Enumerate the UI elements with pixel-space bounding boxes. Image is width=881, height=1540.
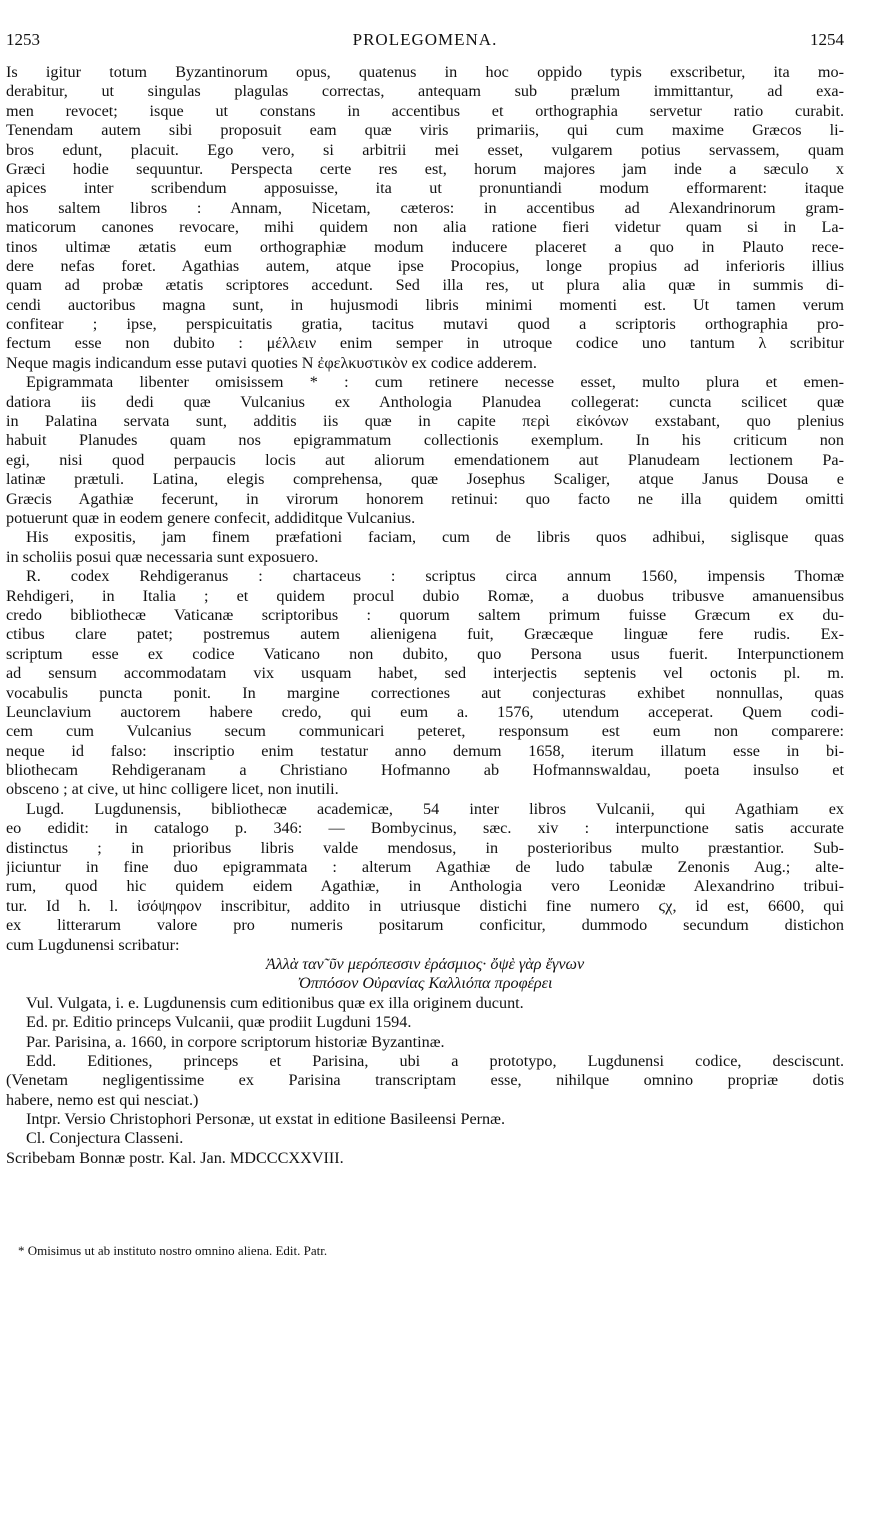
- text-line: ctibus clare patet; postremus autem alienigena fuit, Græcæque linguæ fere rudis. Ex-: [6, 625, 844, 644]
- text-line: Rehdigeri, in Italia ; et quidem procul dubio Romæ, a duobus tribusve amanuensibus: [6, 586, 844, 605]
- sigla-line: Ed. pr. Editio princeps Vulcanii, quæ prodiit Lugduni 1594.: [26, 1013, 412, 1032]
- text-line: Is igitur totum Byzantinorum opus, quatenus in hoc oppido typis exscribetur, ita mo-: [6, 63, 844, 81]
- greek-verse-line: Ὀππόσον Οὐρανίας Καλλιόπα προφέρει: [297, 974, 553, 993]
- text-line: neque id falso: inscriptio enim testatur anno demum 1658, iterum illatum esse in bi-: [6, 741, 844, 760]
- text-line: habuit Planudes quam nos epigrammatum collectionis exemplum. In his criticum non: [6, 431, 844, 450]
- body-text: [6, 63, 844, 1168]
- text-line: Græci hodie sequuntur. Perspecta certe res est, horum majores jam inde a sæculo x: [6, 159, 844, 178]
- running-title: PROLEGOMENA.: [352, 30, 498, 49]
- sigla-line: Edd. Editiones, princeps et Parisina, ubi a prototypo, Lugdunensi codice, desciscunt.: [26, 1051, 844, 1070]
- page-number-left: 1253: [6, 30, 40, 49]
- text-line: derabitur, ut singulas plagulas correctas, antequam sub prælum immittantur, ad exa-: [6, 82, 844, 101]
- text-line: distinctus ; in prioribus libris valde mendosus, in posterioribus multo præstantior. Sub-: [6, 838, 844, 857]
- sigla-line: Par. Parisina, a. 1660, in corpore scriptorum historiæ Byzantinæ.: [26, 1032, 445, 1051]
- sigla-line: Intpr. Versio Christophori Personæ, ut exstat in editione Basileensi Pernæ.: [26, 1110, 505, 1129]
- text-line: R. codex Rehdigeranus : chartaceus : scriptus circa annum 1560, impensis Thomæ: [26, 567, 844, 586]
- sigla-line: Cl. Conjectura Classeni.: [26, 1129, 184, 1148]
- sigla-line: (Venetam negligentissime ex Parisina transcriptam esse, nihilque omnino propriæ dotis: [6, 1071, 844, 1090]
- text-line: bliothecam Rehdigeranam a Christiano Hofmanno ab Hofmannswaldau, poeta insulso et: [6, 761, 844, 780]
- text-line: cem cum Vulcanius secum communicari peteret, responsum est eum non comparere:: [6, 722, 844, 741]
- text-line: datiora iis dedi quæ Vulcanius ex Anthologia Planudea collegerat: cuncta scilicet quæ: [6, 392, 844, 411]
- text-line: eo edidit: in catalogo p. 346: — Bombycinus, sæc. xiv : interpunctione satis accurate: [6, 819, 844, 838]
- text-line: bros edunt, placuit. Ego vero, si arbitrii mei esset, vulgarem potius servassem, quam: [6, 140, 844, 159]
- text-line: Lugd. Lugdunensis, bibliothecæ academicæ, 54 inter libros Vulcanii, qui Agathiam ex: [26, 799, 844, 818]
- text-line: His expositis, jam finem præfationi faciam, cum de libris quos adhibui, siglisque quas: [26, 528, 844, 547]
- text-line: scriptum esse ex codice Vaticano non dubito, quo Persona usus fuerit. Interpunctionem: [6, 644, 844, 663]
- text-line: maticorum canones revocare, mihi quidem non alia ratione fieri videtur quam si in La-: [6, 218, 844, 237]
- page-header: [6, 30, 844, 54]
- page-number-right: 1254: [810, 30, 844, 49]
- text-line: ex litterarum valore pro numeris positarum conficitur, dummodo secundum distichon: [6, 916, 844, 935]
- text-line: latinæ prætuli. Latina, elegis comprehensa, quæ Josephus Scaliger, atque Janus Dousa e: [6, 470, 844, 489]
- text-line: tinos ultimæ ætatis eum orthographiæ modum inducere placeret a quo in Plauto rece-: [6, 237, 844, 256]
- text-line: Leunclavium auctorem habere credo, qui eum a. 1576, utendum acceperat. Quem codi-: [6, 702, 844, 721]
- text-line: in scholiis posui quæ necessaria sunt exposuero.: [6, 547, 319, 566]
- text-line: egi, nisi quod perpaucis locis aut aliorum emendationem aut Planudeam lectionem Pa-: [6, 450, 844, 469]
- text-line: obsceno ; at cive, ut hinc colligere licet, non inutili.: [6, 780, 339, 799]
- text-line: Neque magis indicandum esse putavi quoties N ἐφελκυστικὸν ex codice adderem.: [6, 353, 537, 372]
- text-line: vocabulis puncta ponit. In margine correctiones aut conjecturas exhibet nonnullas, quas: [6, 683, 844, 702]
- text-line: cendi auctoribus magna sunt, in hujusmodi libris minimi momenti est. Ut tamen verum: [6, 295, 844, 314]
- text-line: dere nefas foret. Agathias autem, atque ipse Procopius, longe propius ad inferioris illius: [6, 256, 844, 275]
- text-line: in Palatina servata sunt, additis iis quæ in capite περὶ εἰκόνων exstabant, quo plenius: [6, 412, 844, 431]
- text-line: men revocet; isque ut constans in accentibus et orthographia servetur ratio curabit.: [6, 101, 844, 120]
- text-line: Græcis Agathiæ fecerunt, in virorum honorem retinui: quo facto ne illa quidem omitti: [6, 489, 844, 508]
- sigla-line: habere, nemo est qui nesciat.): [6, 1090, 199, 1109]
- text-line: jiciuntur in fine duo epigrammata : alterum Agathiæ de ludo tabulæ Zenonis Aug.; alte-: [6, 858, 844, 877]
- text-line: quam ad probæ ætatis scriptores accedunt. Sed illa res, ut plura alia quæ in summis di-: [6, 276, 844, 295]
- text-line: Epigrammata libenter omisissem * : cum retinere necesse esset, multo plura et emen-: [26, 373, 844, 392]
- text-line: confitear ; ipse, perspicuitatis gratia, tacitus mutavi quod a scriptoris orthographia pro-: [6, 315, 844, 334]
- text-line: fectum esse non dubito : μέλλειν enim semper in utroque codice uno tantum λ scribitur: [6, 334, 844, 353]
- text-line: hos saltem libros : Annam, Nicetam, cæteros: in accentibus ad Alexandrinorum gram-: [6, 198, 844, 217]
- footnote: * Omisimus ut ab instituto nostro omnino aliena. Edit. Patr.: [18, 1243, 328, 1258]
- text-line: Tenendam autem sibi proposuit eam quæ viris primariis, qui cum maxime Græcos li-: [6, 121, 844, 140]
- text-line: cum Lugdunensi scribatur:: [6, 935, 180, 954]
- text-line: apices inter scribendum apposuisse, ita ut pronuntiandi modum efformarent: itaque: [6, 179, 844, 198]
- signature-line: Scribebam Bonnæ postr. Kal. Jan. MDCCCXXVIII.: [6, 1148, 344, 1167]
- text-line: ad sensum accommodatam vix usquam habet, sed interjectis septenis vel octonis pl. m.: [6, 664, 844, 683]
- text-line: rum, quod hic quidem eidem Agathiæ, in Anthologia vero Leonidæ Alexandrino tribui-: [6, 877, 844, 896]
- sigla-line: Vul. Vulgata, i. e. Lugdunensis cum editionibus quæ ex illa originem ducunt.: [26, 993, 524, 1012]
- greek-verse-line: Ἀλλὰ ταν῀ῦν μερόπεσσιν ἐράσμιος· ὄψὲ γὰρ ἔγνων: [265, 954, 585, 973]
- text-line: credo bibliothecæ Vaticanæ scriptoribus : quorum saltem primum fuisse Græcum ex du-: [6, 605, 844, 624]
- text-line: potuerunt quæ in eodem genere confecit, addiditque Vulcanius.: [6, 508, 416, 527]
- text-line: tur. Id h. l. ἰσόψηφον inscribitur, addito in utriusque distichi fine numero ϛχ, id est, 6600, qui: [6, 896, 844, 915]
